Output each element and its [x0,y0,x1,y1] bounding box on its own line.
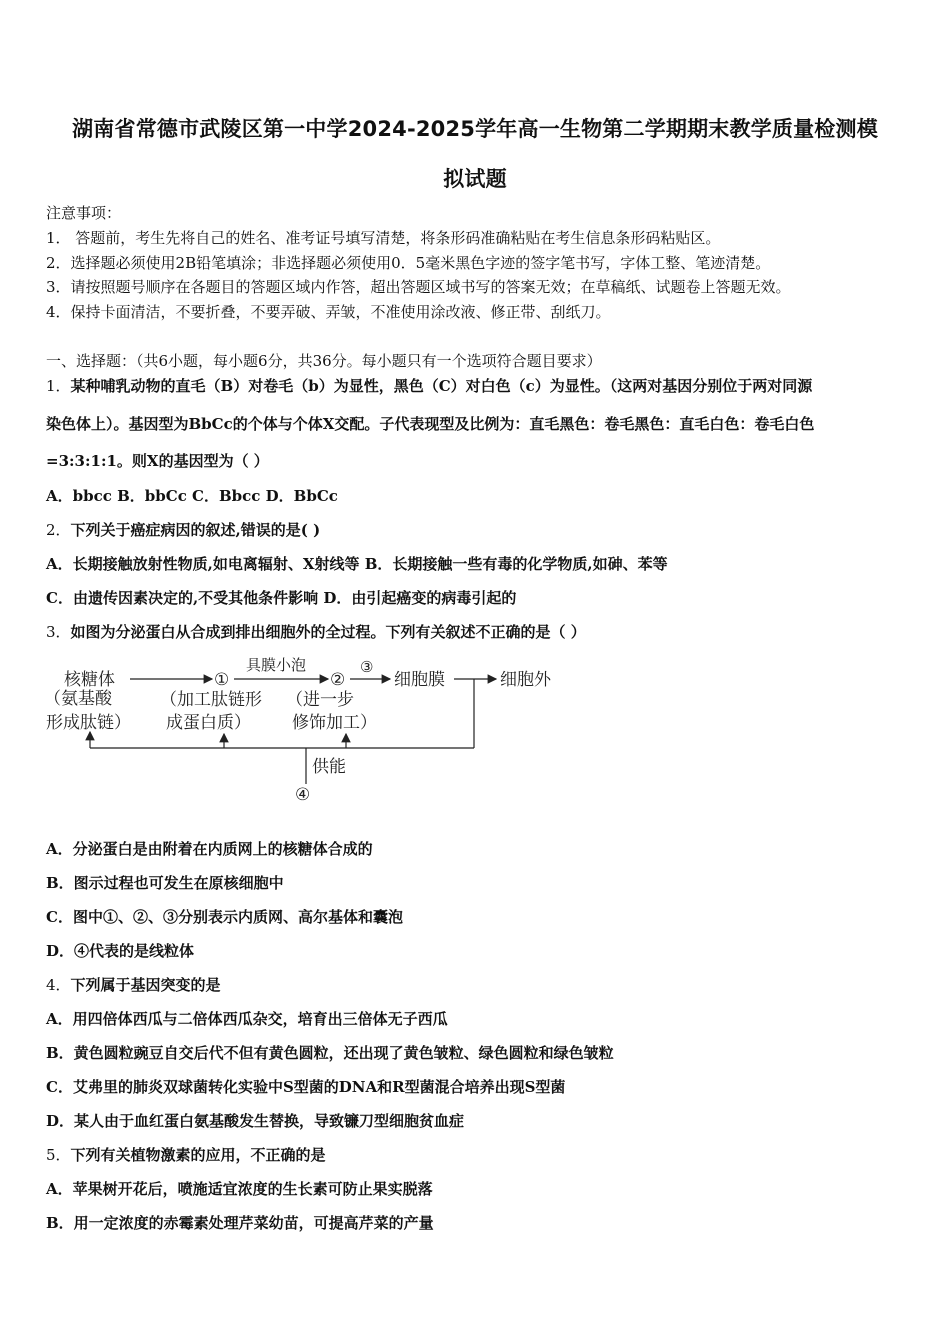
page-title-line-1: 湖南省常德市武陵区第一中学2024-2025学年高一生物第二学期期末教学质量检测模 [72,117,878,141]
step-1-circle: ① [214,670,230,690]
question-5 [46,1145,326,1165]
ribosome-note-1: （氨基酸 [44,689,112,709]
ribosome-label: 核糖体 [64,670,115,690]
question-stem: 某种哺乳动物的直毛（B）对卷毛（b）为显性，黑色（C）对白色（c）为显性。（这两对基因分别位于两对同源 [70,377,813,395]
step-4-circle: ④ [295,785,311,805]
notice-item: 2．选择题必须使用2B铅笔填涂；非选择题必须使用0．5毫米黑色字迹的签字笔书写，字体工整、笔迹清楚。 [46,254,771,272]
question-3 [46,622,586,642]
question-stem: 下列关于癌症病因的叙述,错误的是( ) [70,521,321,539]
question-number: 1． [46,377,71,395]
question-1 [46,376,812,396]
question-stem-line: =3:3:1:1。则X的基因型为（ ） [46,452,269,470]
step-1-note-2: 成蛋白质） [166,713,251,733]
ribosome-note-2: 形成肽链） [46,713,131,733]
question-number: 4． [46,976,71,994]
step-2-note-1: （进一步 [286,690,354,710]
option-line: B．黄色圆粒豌豆自交后代不但有黄色圆粒，还出现了黄色皱粒、绿色圆粒和绿色皱粒 [46,1044,614,1062]
option-line: C．艾弗里的肺炎双球菌转化实验中S型菌的DNA和R型菌混合培养出现S型菌 [46,1078,566,1096]
option-line: C．由遗传因素决定的,不受其他条件影响 D．由引起癌变的病毒引起的 [46,589,517,607]
question-stem: 如图为分泌蛋白从合成到排出细胞外的全过程。下列有关叙述不正确的是（ ） [70,623,586,641]
step-2-circle: ② [330,670,346,690]
energy-supply-label: 供能 [312,757,346,777]
secretion-diagram [40,650,580,810]
question-stem-line: 染色体上）。基因型为BbCc的个体与个体X交配。子代表现型及比例为：直毛黑色：卷毛黑色：直毛白色：卷毛白色 [46,415,815,433]
outside-cell-label: 细胞外 [500,670,551,690]
question-stem: 下列有关植物激素的应用，不正确的是 [70,1146,326,1164]
option-line: B．图示过程也可发生在原核细胞中 [46,874,284,892]
question-number: 5． [46,1146,71,1164]
option-line: D．某人由于血红蛋白氨基酸发生替换，导致镰刀型细胞贫血症 [46,1112,465,1130]
question-options: A．bbcc B．bbCc C．Bbcc D．BbCc [46,487,338,505]
option-line: A．用四倍体西瓜与二倍体西瓜杂交，培育出三倍体无子西瓜 [46,1010,448,1028]
section-heading: 一、选择题：（共6小题，每小题6分，共36分。每小题只有一个选项符合题目要求） [46,352,602,370]
notice-item: 3．请按照题号顺序在各题目的答题区域内作答，超出答题区域书写的答案无效；在草稿纸、试题卷上答题无效。 [46,278,791,296]
step-2-note-2: 修饰加工） [292,713,377,733]
step-1-note-1: （加工肽链形 [160,690,262,710]
notice-item: 1． 答题前，考生先将自己的姓名、准考证号填写清楚，将条形码准确粘贴在考生信息条形码粘贴区。 [46,229,721,247]
vesicle-label: 具膜小泡 [246,656,307,674]
notice-item: 4．保持卡面清洁，不要折叠，不要弄破、弄皱，不准使用涂改液、修正带、刮纸刀。 [46,303,611,321]
option-line: D．④代表的是线粒体 [46,942,195,960]
question-number: 3． [46,623,71,641]
option-line: A．分泌蛋白是由附着在内质网上的核糖体合成的 [46,840,373,858]
cell-membrane-label: 细胞膜 [394,670,445,690]
question-4 [46,975,221,995]
option-line: C．图中①、②、③分别表示内质网、高尔基体和囊泡 [46,908,403,926]
option-line: B．用一定浓度的赤霉素处理芹菜幼苗，可提高芹菜的产量 [46,1214,434,1232]
option-line: A．苹果树开花后，喷施适宜浓度的生长素可防止果实脱落 [46,1180,433,1198]
question-2 [46,520,320,540]
question-number: 2． [46,521,71,539]
question-stem: 下列属于基因突变的是 [70,976,221,994]
page-title-line-2: 拟试题 [443,167,507,191]
option-line: A．长期接触放射性物质,如电离辐射、X射线等 B．长期接触一些有毒的化学物质,如砷、苯等 [46,555,668,573]
notice-heading: 注意事项： [46,204,122,222]
step-3-circle: ③ [360,658,374,676]
